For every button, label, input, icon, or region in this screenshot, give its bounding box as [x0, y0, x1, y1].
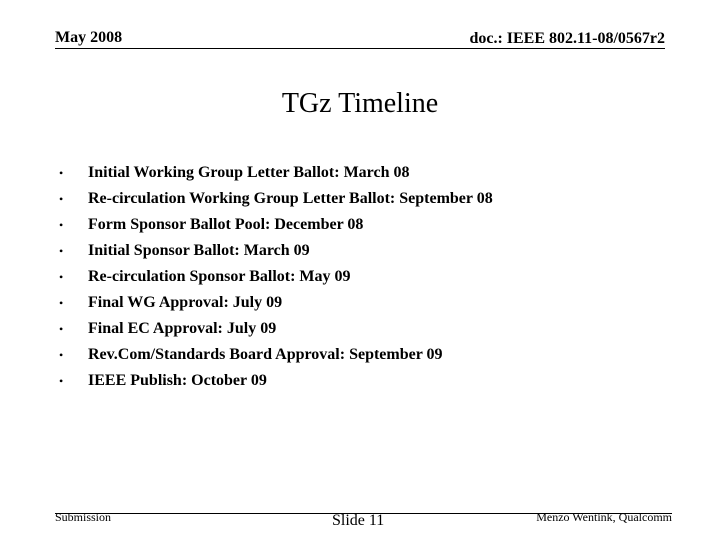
bullet-item — [0, 238, 720, 264]
footer-submission-label: Submission — [55, 510, 112, 524]
bullet-text: Form Sponsor Ballot Pool: December 08 — [88, 216, 364, 233]
bullet-icon: • — [59, 166, 64, 180]
bullet-item — [0, 316, 720, 342]
bullet-text: Re-circulation Sponsor Ballot: May 09 — [88, 268, 351, 285]
bullet-item — [0, 160, 720, 186]
header-date: May 2008 — [55, 29, 123, 46]
bullet-item — [0, 290, 720, 316]
header-document-id: doc.: IEEE 802.11-08/0567r2 — [469, 30, 665, 47]
bullet-item — [0, 368, 720, 394]
bullet-text: IEEE Publish: October 09 — [88, 372, 267, 389]
bullet-icon: • — [59, 296, 64, 310]
bullet-icon: • — [59, 348, 64, 362]
bullet-icon: • — [59, 374, 64, 388]
bullet-text: Initial Working Group Letter Ballot: March 08 — [88, 164, 410, 181]
bullet-icon: • — [59, 270, 64, 284]
bullet-icon: • — [59, 192, 64, 206]
bullet-text: Initial Sponsor Ballot: March 09 — [88, 242, 310, 259]
bullet-icon: • — [59, 218, 64, 232]
header-divider — [55, 48, 665, 49]
bullet-item — [0, 264, 720, 290]
bullet-item — [0, 186, 720, 212]
bullet-text: Rev.Com/Standards Board Approval: September 09 — [88, 346, 443, 363]
slide-number: Slide 11 — [332, 512, 385, 529]
bullet-text: Final WG Approval: July 09 — [88, 294, 283, 311]
bullet-icon: • — [59, 322, 64, 336]
bullet-item — [0, 342, 720, 368]
slide-title: TGz Timeline — [281, 88, 439, 119]
bullet-text: Re-circulation Working Group Letter Ballot: September 08 — [88, 190, 493, 207]
bullet-list — [0, 160, 720, 394]
bullet-item — [0, 212, 720, 238]
bullet-text: Final EC Approval: July 09 — [88, 320, 277, 337]
bullet-icon: • — [59, 244, 64, 258]
footer-author: Menzo Wentink, Qualcomm — [536, 510, 672, 524]
